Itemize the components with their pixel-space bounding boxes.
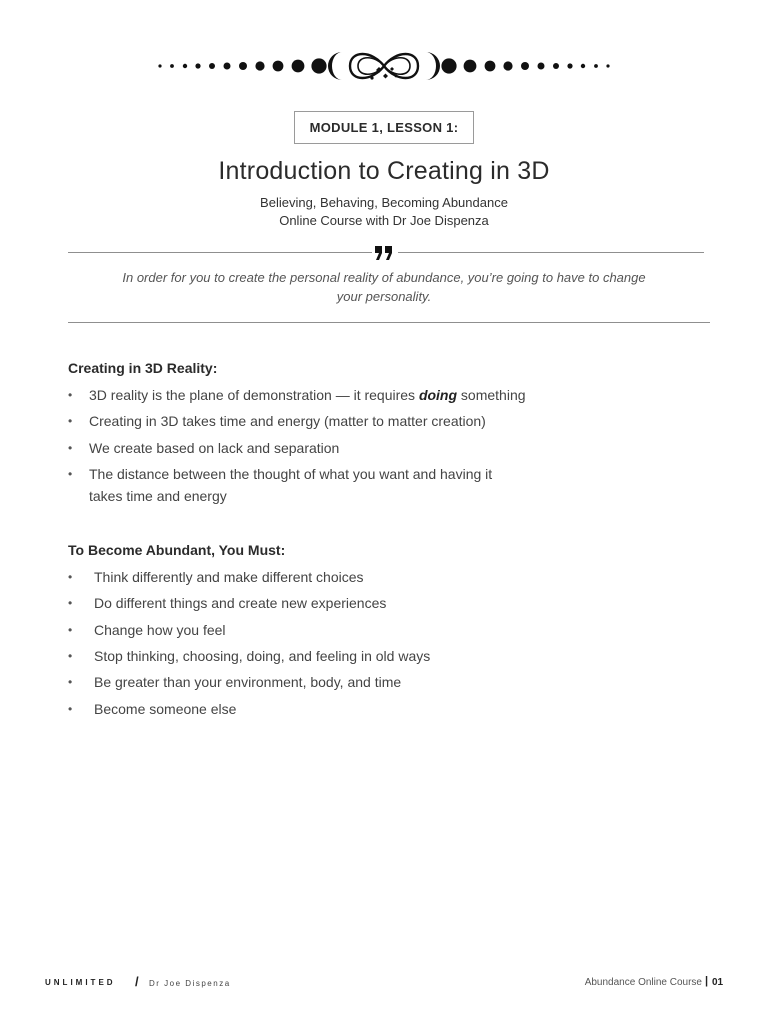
list-item-text: Become someone else xyxy=(94,701,237,717)
footer-brand-slash: / xyxy=(135,974,139,989)
bullet-icon: • xyxy=(68,702,73,716)
module-lesson-text: MODULE 1, LESSON 1: xyxy=(309,120,459,135)
page-title: Introduction to Creating in 3D xyxy=(218,157,550,185)
emphasis-doing: doing xyxy=(418,387,458,403)
list-item-text: Do different things and create new experiences xyxy=(94,595,387,611)
bullet-icon: • xyxy=(68,596,73,610)
list-item-text: Stop thinking, choosing, doing, and feeling in old ways xyxy=(94,648,431,664)
ornament-dots-right xyxy=(441,58,609,73)
list-item-text: Think differently and make different choices xyxy=(94,569,364,585)
quote-divider-right xyxy=(398,252,704,253)
quote-divider-left xyxy=(68,252,372,253)
bullet-icon: • xyxy=(68,623,73,637)
subtitle-course-name: Believing, Behaving, Becoming Abundance xyxy=(260,195,508,210)
list-item-text: Be greater than your environment, body, and time xyxy=(94,674,402,690)
bullet-icon: • xyxy=(68,467,73,481)
infinity-ornament-icon xyxy=(0,38,768,94)
bullet-icon: • xyxy=(68,675,73,689)
quote-divider-bottom xyxy=(68,322,710,323)
list-item-text: Change how you feel xyxy=(94,622,226,638)
footer-brand-logo: UNLIMITED xyxy=(45,978,116,987)
quote-mark-icon xyxy=(374,243,394,263)
list-item-text: The distance between the thought of what you want and having it xyxy=(89,466,493,482)
module-lesson-label xyxy=(294,111,474,144)
footer-separator: | xyxy=(705,975,709,987)
ornament-infinity xyxy=(350,54,418,78)
footer-course-name: Abundance Online Course xyxy=(584,977,702,988)
list-item-text-continued: takes time and energy xyxy=(89,488,227,504)
bullet-icon: • xyxy=(68,570,73,584)
list-item-text: Creating in 3D takes time and energy (matter to matter creation) xyxy=(89,413,486,429)
pull-quote: In order for you to create the personal reality of abundance, you’re going to have to change your personality. xyxy=(122,270,646,304)
bullet-icon: • xyxy=(68,388,73,402)
list-item-text: We create based on lack and separation xyxy=(89,440,340,456)
bullet-icon: • xyxy=(68,414,73,428)
ornament-dots-left xyxy=(158,58,326,73)
bullet-icon: • xyxy=(68,441,73,455)
page-number: 01 xyxy=(712,977,724,988)
subtitle-course-author: Online Course with Dr Joe Dispenza xyxy=(279,213,489,228)
list-item-text: 3D reality is the plane of demonstration — it requires doing something xyxy=(89,387,526,403)
bullet-icon: • xyxy=(68,649,73,663)
section-heading-creating-3d: Creating in 3D Reality: xyxy=(68,360,218,376)
footer-author: Dr Joe Dispenza xyxy=(149,979,231,988)
section-heading-become-abundant: To Become Abundant, You Must: xyxy=(68,542,286,558)
